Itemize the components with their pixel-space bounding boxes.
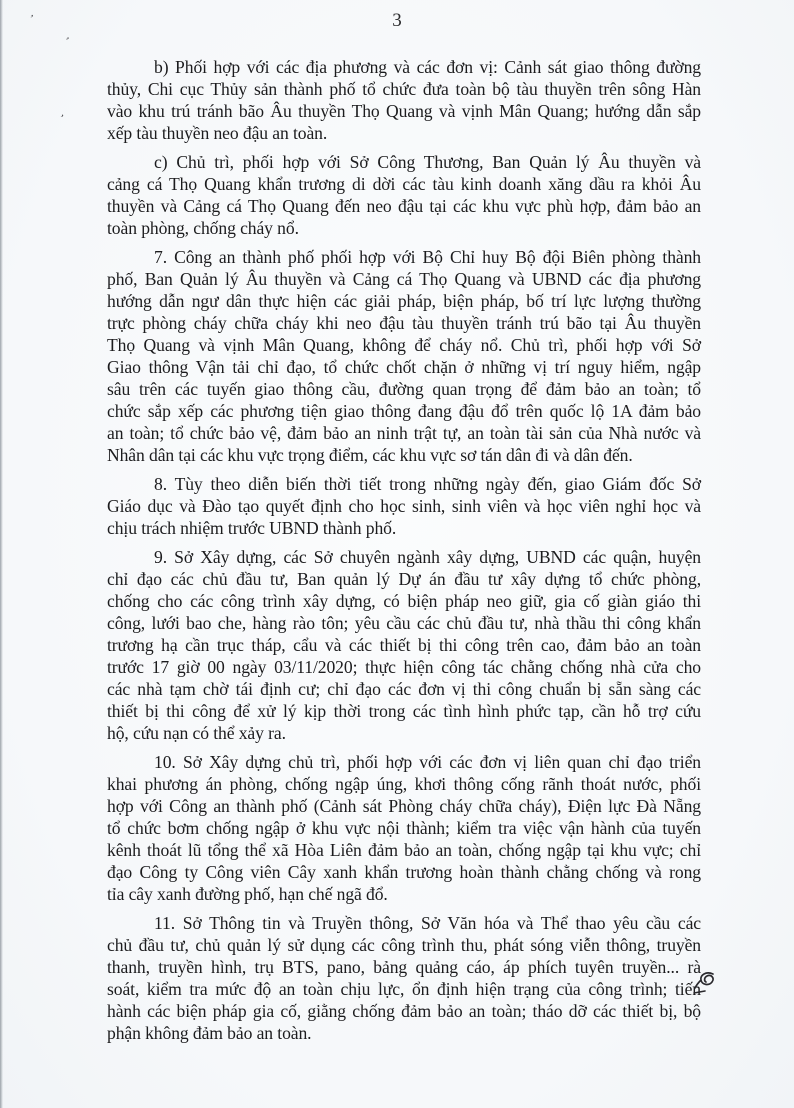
paragraph: [107, 246, 701, 466]
text-line: công, lưới bao che, hàng rào tôn; yêu cầu các chủ đầu tư, nhà thầu thi công khẩn: [107, 613, 701, 633]
text-line: tỉa cây xanh đường phố, hạn chế ngã đổ.: [107, 884, 388, 904]
text-line: an toàn; tổ chức bảo vệ, đảm bảo an ninh trật tự, an toàn tài sản của Nhà nước và: [107, 423, 701, 443]
text-line: hợp với Công an thành phố (Cảnh sát Phòng cháy chữa cháy), Điện lực Đà Nẵng: [107, 796, 701, 816]
text-line: b) Phối hợp với các địa phương và các đơn vị: Cảnh sát giao thông đường: [154, 57, 701, 77]
text-line: chịu trách nhiệm trước UBND thành phố.: [107, 518, 397, 538]
text-line: hành các biện pháp gia cố, giằng chống đảm bảo an toàn; tháo dỡ các thiết bị, bộ: [107, 1001, 701, 1021]
text-line: Thọ Quang và vịnh Mân Quang, không để cháy nổ. Chủ trì, phối hợp với Sở: [107, 335, 701, 355]
page-number: 3: [392, 10, 402, 31]
paragraph: [107, 912, 701, 1044]
text-line: trực phòng cháy chữa cháy khi neo đậu tàu thuyền tránh trú bão tại Âu thuyền: [107, 313, 701, 333]
paragraph: [107, 473, 701, 539]
text-line: Giáo dục và Đào tạo quyết định cho học sinh, sinh viên và học viên nghỉ học và: [107, 496, 701, 516]
text-line: thiết bị thi công để xử lý kịp thời trong các tình hình phức tạp, cần hỗ trợ cứu: [107, 701, 701, 721]
text-line: sâu trên các tuyến giao thông cầu, đường quan trọng để đảm bảo an toàn; tổ: [107, 379, 701, 399]
text-line: kênh thoát lũ tổng thể xã Hòa Liên đảm bảo an toàn, chống ngập tại khu vực; chỉ: [107, 840, 701, 860]
text-line: c) Chủ trì, phối hợp với Sở Công Thương, Ban Quản lý Âu thuyền và: [154, 152, 701, 172]
text-line: 9. Sở Xây dựng, các Sở chuyên ngành xây dựng, UBND các quận, huyện: [154, 547, 701, 567]
text-line: phố, Ban Quản lý Âu thuyền và Cảng cá Thọ Quang và UBND các địa phương: [107, 269, 701, 289]
text-line: xếp tàu thuyền neo đậu an toàn.: [107, 123, 328, 143]
text-line: 8. Tùy theo diễn biến thời tiết trong những ngày đến, giao Giám đốc Sở: [154, 474, 701, 494]
text-line: phận không đảm bảo an toàn.: [107, 1023, 312, 1043]
text-line: thanh, truyền hình, trụ BTS, pano, bảng quảng cáo, áp phích tuyên truyền... rà: [107, 957, 701, 977]
scan-speck: ,: [64, 30, 75, 42]
text-line: trương hạ cần trục tháp, cẩu và các thiết bị thi công trên cao, đảm bảo an toàn: [107, 635, 701, 655]
text-line: 10. Sở Xây dựng chủ trì, phối hợp với các đơn vị liên quan chỉ đạo triển: [154, 752, 701, 772]
text-line: chỉ đạo các chủ đầu tư, Ban quản lý Dự án đầu tư xây dựng tổ chức phòng,: [107, 569, 701, 589]
scan-speck: ,: [59, 107, 68, 120]
text-line: Giao thông Vận tải chỉ đạo, tổ chức chốt chặn ở những vị trí nguy hiểm, ngập: [107, 357, 701, 377]
text-line: đạo Công ty Công viên Cây xanh khẩn trương hoàn thành chằng chống và rong: [107, 862, 701, 882]
text-line: 11. Sở Thông tin và Truyền thông, Sở Văn hóa và Thể thao yêu cầu các: [154, 913, 701, 933]
text-line: trước 17 giờ 00 ngày 03/11/2020; thực hiện công tác chằng chống nhà cửa cho: [107, 657, 701, 677]
text-line: thuyền và Cảng cá Thọ Quang đến neo đậu tại các khu vực phù hợp, đảm bảo an: [107, 196, 701, 216]
text-line: cảng cá Thọ Quang khẩn trương di dời các tàu kinh doanh xăng dầu ra khỏi Âu: [107, 174, 701, 194]
text-line: chủ đầu tư, chủ quản lý sử dụng các công trình thu, phát sóng viễn thông, truyền: [107, 935, 701, 955]
text-line: soát, kiểm tra mức độ an toàn chịu lực, ổn định hiện trạng của công trình; tiến: [107, 979, 701, 999]
scan-speck: ʼ: [27, 12, 35, 26]
text-line: hộ, cứu nạn có thể xảy ra.: [107, 723, 286, 743]
paragraph: [107, 546, 701, 744]
handwritten-pen-mark: [692, 970, 722, 1002]
text-line: tổ chức bơm chống ngập ở khu vực nội thành; kiểm tra việc vận hành của tuyến: [107, 818, 701, 838]
text-line: khai phương án phòng, chống ngập úng, khơi thông cống rãnh thoát nước, phối: [107, 774, 701, 794]
text-line: thủy, Chi cục Thủy sản thành phố tổ chức đưa toàn bộ tàu thuyền trên sông Hàn: [107, 79, 701, 99]
text-line: toàn phòng, chống cháy nổ.: [107, 218, 299, 238]
paragraph: [107, 56, 701, 144]
text-line: vào khu trú tránh bão Âu thuyền Thọ Quang và vịnh Mân Quang; hướng dẫn sắp: [107, 101, 701, 121]
text-line: Nhân dân tại các khu vực trọng điểm, các khu vực sơ tán dân đi và dân đến.: [107, 445, 633, 465]
text-line: các nhà tạm chờ tái định cư; chỉ đạo các đơn vị thi công chuẩn bị sẵn sàng các: [107, 679, 701, 699]
paragraph: [107, 151, 701, 239]
paragraph: [107, 751, 701, 905]
text-line: chống cho các công trình xây dựng, có biện pháp neo giữ, gia cố giàn giáo thi: [107, 591, 701, 611]
text-line: hướng dẫn ngư dân thực hiện các giải pháp, biện pháp, bố trí lực lượng thường: [107, 291, 701, 311]
text-line: 7. Công an thành phố phối hợp với Bộ Chỉ huy Bộ đội Biên phòng thành: [154, 247, 701, 267]
document-body: [107, 56, 701, 1051]
text-line: chức sắp xếp các phương tiện giao thông đang đậu đổ trên quốc lộ 1A đảm bảo: [107, 401, 701, 421]
scan-edge-shadow: [0, 0, 3, 1108]
